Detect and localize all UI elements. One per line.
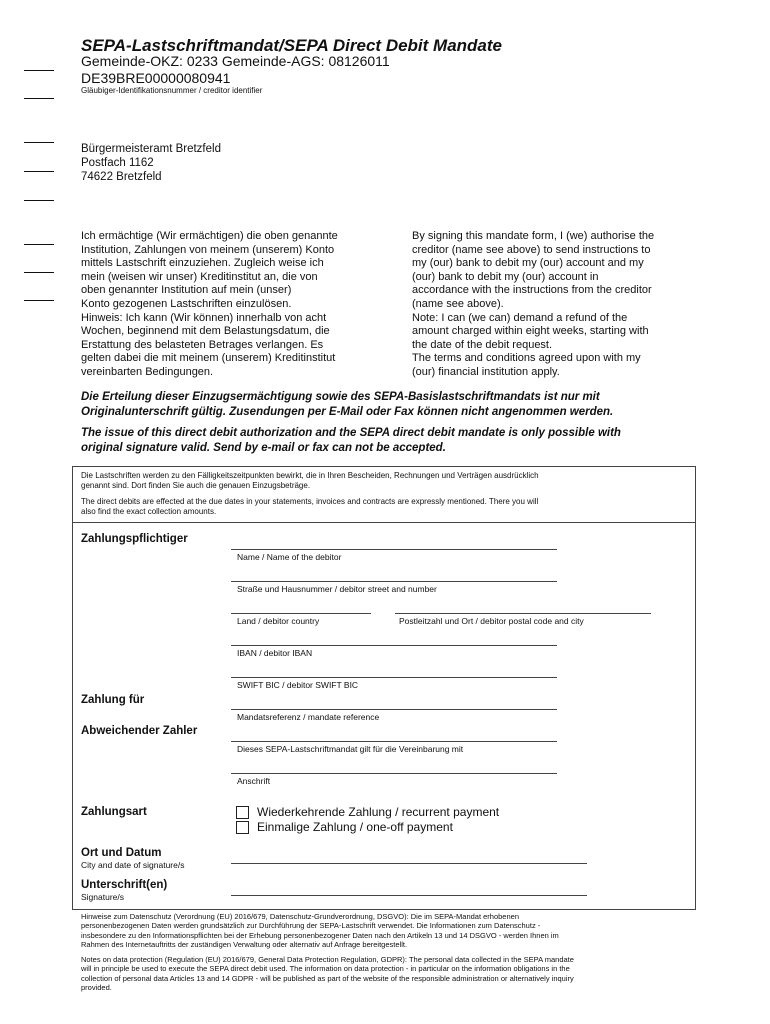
- address-caption: Anschrift: [237, 776, 271, 786]
- text-line: accordance with the instructions from the creditor: [412, 284, 652, 297]
- text-line: Hinweise zum Datenschutz (Verordnung (EU) 2016/679, Datenschutz-Grundverordnung, DSGVO): Die im SEPA-Mandat erhobenen: [81, 912, 519, 921]
- text-line: Originalunterschrift gültig. Zusendungen per E-Mail oder Fax können nicht angenommen werden.: [81, 406, 614, 418]
- text-line: Rahmen des Internetauftritts der zuständigen Verwaltung oder alternativ auf Anfrage bereitgestellt.: [81, 939, 408, 949]
- text-line: provided.: [81, 982, 112, 992]
- creditor-name: Bürgermeisteramt Bretzfeld: [81, 143, 221, 155]
- agreement-caption: Dieses SEPA-Lastschriftmandat gilt für die Vereinbarung mit: [237, 744, 464, 754]
- debtor-country-input[interactable]: [231, 613, 371, 614]
- debtor-street-input[interactable]: [231, 581, 557, 582]
- debtor-iban-input[interactable]: [231, 645, 557, 646]
- text-line: also find the exact collection amounts.: [81, 507, 217, 516]
- mandate-text-german: [81, 230, 391, 380]
- creditor-identifier-caption: Gläubiger-Identifikationsnummer / creditor identifier: [81, 86, 263, 95]
- fold-mark: [24, 272, 54, 273]
- signature-notice-english: [81, 426, 721, 456]
- signature-label: Unterschrift(en): [81, 879, 168, 891]
- place-date-input[interactable]: [231, 863, 587, 864]
- debtor-country-caption: Land / debitor country: [237, 616, 320, 626]
- one-off-payment-label: Einmalige Zahlung / one-off payment: [257, 820, 453, 834]
- debtor-postal-city-input[interactable]: [395, 613, 651, 614]
- recurrent-payment-option[interactable]: [236, 805, 499, 819]
- payment-for-section-label: Zahlung für: [81, 694, 145, 706]
- text-line: Wochen, beginnend mit dem Belastungsdatum, die: [81, 325, 330, 338]
- collection-info-german: [81, 471, 686, 491]
- text-line: mein (weisen wir unser) Kreditinstitut an, die von: [81, 270, 318, 283]
- text-line: By signing this mandate form, I (we) authorise the: [412, 230, 655, 242]
- text-line: gelten dabei die mit meinem (unserem) Kreditinstitut: [81, 352, 336, 365]
- debtor-form: [72, 466, 696, 910]
- place-date-caption: City and date of signature/s: [81, 860, 185, 870]
- fold-mark: [24, 200, 54, 201]
- text-line: Die Erteilung dieser Einzugsermächtigung sowie des SEPA-Basislastschriftmandats ist nur mit: [81, 391, 600, 403]
- signature-caption: Signature/s: [81, 892, 124, 902]
- text-line: Erstattung des belasteten Betrages verlangen. Es: [81, 338, 324, 351]
- text-line: Hinweis: Ich kann (Wir können) innerhalb von acht: [81, 311, 327, 324]
- debtor-name-caption: Name / Name of the debitor: [237, 552, 342, 562]
- mandate-reference-caption: Mandatsreferenz / mandate reference: [237, 712, 380, 722]
- divider: [73, 522, 695, 523]
- creditor-city: 74622 Bretzfeld: [81, 171, 162, 183]
- debtor-bic-caption: SWIFT BIC / debitor SWIFT BIC: [237, 680, 359, 690]
- debtor-street-caption: Straße und Hausnummer / debitor street and number: [237, 584, 437, 594]
- text-line: the date of the debit request.: [412, 338, 553, 351]
- recurrent-payment-label: Wiederkehrende Zahlung / recurrent payment: [257, 805, 500, 819]
- text-line: Konto gezogenen Lastschriften einzulösen.: [81, 297, 292, 310]
- debtor-bic-input[interactable]: [231, 677, 557, 678]
- one-off-payment-checkbox[interactable]: [236, 821, 249, 834]
- mandate-reference-input[interactable]: [231, 709, 557, 710]
- debtor-iban-caption: IBAN / debitor IBAN: [237, 648, 313, 658]
- text-line: (our) financial institution apply.: [412, 365, 560, 378]
- debtor-name-input[interactable]: [231, 549, 557, 550]
- recurrent-payment-checkbox[interactable]: [236, 806, 249, 819]
- text-line: insbesondere zu den Informationspflichten bei der Erhebung personenbezogener Daten nach den Artikeln 13 und 14 DSGVO - werden Ihnen im: [81, 930, 559, 940]
- debtor-postal-city-caption: Postleitzahl und Ort / debitor postal code and city: [399, 616, 584, 626]
- municipality-codes: Gemeinde-OKZ: 0233 Gemeinde-AGS: 08126011: [81, 53, 390, 69]
- creditor-identifier: DE39BRE00000080941: [81, 70, 231, 86]
- agreement-input[interactable]: [231, 741, 557, 742]
- text-line: Institution, Zahlungen von meinem (unserem) Konto: [81, 243, 335, 256]
- data-protection-german: [81, 912, 693, 949]
- text-line: my (our) bank to debit my (our) account and my: [412, 257, 644, 270]
- text-line: will in principle be used to execute the SEPA direct debit used. The information on data protection - in particular on the information obligations in the: [81, 964, 570, 974]
- text-line: amount charged within eight weeks, starting with: [412, 325, 649, 338]
- text-line: Notes on data protection (Regulation (EU) 2016/679, General Data Protection Regulation, GDPR): The personal data collected in the SEPA mandate: [81, 955, 574, 964]
- fold-mark: [24, 98, 54, 99]
- text-line: The terms and conditions agreed upon with my: [412, 352, 641, 365]
- text-line: genannt sind. Dort finden Sie auch die genauen Einzugsbeträge.: [81, 481, 311, 490]
- other-payer-section-label: Abweichender Zahler: [81, 725, 198, 737]
- fold-mark: [24, 142, 54, 143]
- signature-notice-german: [81, 390, 721, 420]
- debtor-section-label: Zahlungspflichtiger: [81, 533, 188, 545]
- text-line: Note: I can (we can) demand a refund of the: [412, 311, 628, 324]
- text-line: creditor (name see above) to send instructions to: [412, 243, 651, 256]
- text-line: Ich ermächtige (Wir ermächtigen) die oben genannte: [81, 230, 338, 242]
- mandate-text-english: [412, 230, 712, 380]
- text-line: original signature valid. Send by e-mail or fax can not be accepted.: [81, 442, 446, 454]
- text-line: collection of personal data Articles 13 and 14 GDPR - will be published as part of the website of the responsible administration or alternatively inquiry: [81, 973, 574, 983]
- text-line: The direct debits are effected at the due dates in your statements, invoices and contracts are expressly mentioned. There you will: [81, 497, 539, 506]
- signature-input[interactable]: [231, 895, 587, 896]
- payment-type-section-label: Zahlungsart: [81, 806, 147, 818]
- fold-mark: [24, 70, 54, 71]
- place-date-label: Ort und Datum: [81, 847, 162, 859]
- text-line: vereinbarten Bedingungen.: [81, 365, 214, 378]
- collection-info-english: [81, 497, 686, 517]
- text-line: personenbezogenen Daten werden grundsätzlich zur Durchführung der SEPA-Lastschrift verwendet. Die Informationen zum Datenschutz -: [81, 921, 541, 931]
- text-line: Die Lastschriften werden zu den Fälligkeitszeitpunkten bewirkt, die in Ihren Bescheiden, Rechnungen und Verträgen ausdrücklich: [81, 471, 539, 480]
- text-line: oben genannter Institution auf mein (unser): [81, 284, 292, 297]
- one-off-payment-option[interactable]: [236, 820, 453, 834]
- creditor-address: [81, 142, 221, 184]
- data-protection-english: [81, 955, 693, 992]
- text-line: mittels Lastschrift einzuziehen. Zugleich weise ich: [81, 257, 324, 270]
- address-input[interactable]: [231, 773, 557, 774]
- fold-mark: [24, 244, 54, 245]
- document-title: SEPA-Lastschriftmandat/SEPA Direct Debit Mandate: [81, 36, 502, 55]
- text-line: The issue of this direct debit authorization and the SEPA direct debit mandate is only possible with: [81, 427, 621, 439]
- fold-mark: [24, 300, 54, 301]
- text-line: (our) bank to debit my (our) account in: [412, 270, 599, 283]
- text-line: (name see above).: [412, 297, 504, 310]
- creditor-street: Postfach 1162: [81, 157, 154, 169]
- fold-mark: [24, 171, 54, 172]
